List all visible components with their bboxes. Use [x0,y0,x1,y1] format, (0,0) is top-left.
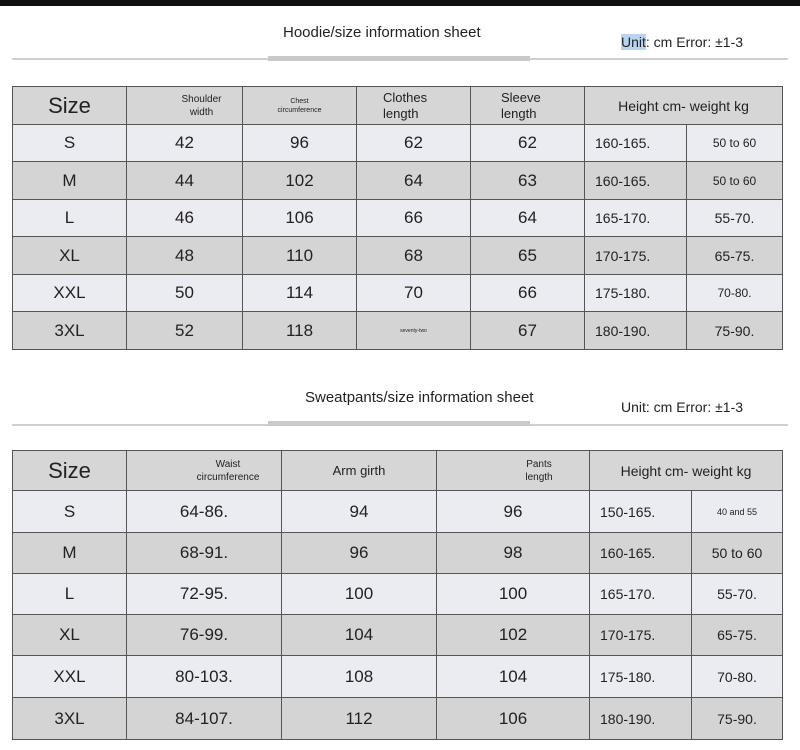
cell-waist: 64-86. [127,491,282,533]
header-height-weight: Height cm- weight kg [590,451,783,491]
cell-waist: 80-103. [127,656,282,698]
hoodie-title-underline [268,56,530,61]
cell-size: XL [13,615,127,656]
sweatpants-title-underline [268,421,530,426]
cell-pants-length: 102 [437,615,590,656]
cell-height: 180-190. [585,312,687,350]
table-row [13,200,783,237]
cell-chest: 114 [243,275,357,312]
cell-sleeve-length: 66 [471,275,585,312]
cell-clothes-length: 64 [357,162,471,200]
header-sleeve-length: Sleeve length [471,87,585,125]
hoodie-unit-note [621,34,743,50]
table-row [13,312,783,350]
cell-weight: 65-75. [687,237,783,275]
cell-height: 175-180. [585,275,687,312]
hoodie-header-row [13,87,783,125]
table-row [13,698,783,740]
cell-size: XL [13,237,127,275]
cell-height: 175-180. [590,656,692,698]
table-row [13,491,783,533]
cell-clothes-length: seventy-two [357,312,471,350]
cell-height: 165-170. [585,200,687,237]
unit-highlight: Unit [621,34,646,50]
table-row [13,125,783,162]
hoodie-sheet-title: Hoodie/size information sheet [283,24,481,41]
cell-weight: 50 to 60 [687,125,783,162]
header-shoulder-width: Shoulder width [127,87,243,125]
cell-size: XXL [13,656,127,698]
cell-waist: 68-91. [127,533,282,574]
table-row [13,615,783,656]
cell-clothes-length: 66 [357,200,471,237]
cell-shoulder: 48 [127,237,243,275]
cell-height: 160-165. [585,162,687,200]
cell-pants-length: 98 [437,533,590,574]
cell-chest: 102 [243,162,357,200]
cell-size: 3XL [13,698,127,740]
cell-sleeve-length: 67 [471,312,585,350]
cell-size: M [13,162,127,200]
cell-shoulder: 44 [127,162,243,200]
hoodie-size-table [12,86,783,350]
cell-waist: 76-99. [127,615,282,656]
table-row [13,237,783,275]
cell-arm-girth: 96 [282,533,437,574]
cell-size: 3XL [13,312,127,350]
cell-weight: 70-80. [692,656,783,698]
cell-size: M [13,533,127,574]
top-border [0,0,800,6]
cell-size: XXL [13,275,127,312]
header-pants-length: Pants length [437,451,590,491]
cell-clothes-length: 62 [357,125,471,162]
cell-weight: 75-90. [687,312,783,350]
sweatpants-size-table [12,450,783,740]
sweatpants-sheet-title: Sweatpants/size information sheet [305,389,534,406]
header-size: Size [13,451,127,491]
header-arm-girth: Arm girth [282,451,437,491]
table-row [13,533,783,574]
cell-height: 150-165. [590,491,692,533]
cell-weight: 55-70. [687,200,783,237]
cell-height: 180-190. [590,698,692,740]
header-chest-circumference: Chest circumference [243,87,357,125]
header-size: Size [13,87,127,125]
cell-clothes-length: 70 [357,275,471,312]
cell-height: 165-170. [590,574,692,615]
cell-sleeve-length: 64 [471,200,585,237]
cell-height: 160-165. [590,533,692,574]
header-waist-circumference: Waist circumference [127,451,282,491]
cell-sleeve-length: 62 [471,125,585,162]
cell-size: L [13,574,127,615]
cell-weight: 40 and 55 [692,491,783,533]
cell-shoulder: 52 [127,312,243,350]
unit-error-text: : cm Error: ±1-3 [645,34,744,50]
table-row [13,275,783,312]
cell-chest: 118 [243,312,357,350]
cell-waist: 84-107. [127,698,282,740]
sweatpants-header-row [13,451,783,491]
cell-sleeve-length: 63 [471,162,585,200]
cell-pants-length: 96 [437,491,590,533]
cell-arm-girth: 104 [282,615,437,656]
cell-sleeve-length: 65 [471,237,585,275]
cell-pants-length: 104 [437,656,590,698]
cell-weight: 55-70. [692,574,783,615]
table-row [13,656,783,698]
cell-weight: 50 to 60 [692,533,783,574]
cell-arm-girth: 100 [282,574,437,615]
cell-height: 160-165. [585,125,687,162]
cell-pants-length: 106 [437,698,590,740]
cell-waist: 72-95. [127,574,282,615]
cell-shoulder: 50 [127,275,243,312]
cell-weight: 70-80. [687,275,783,312]
cell-height: 170-175. [585,237,687,275]
header-clothes-length: Clothes length [357,87,471,125]
cell-size: S [13,125,127,162]
cell-arm-girth: 108 [282,656,437,698]
cell-shoulder: 42 [127,125,243,162]
table-row [13,574,783,615]
cell-pants-length: 100 [437,574,590,615]
cell-size: S [13,491,127,533]
cell-size: L [13,200,127,237]
cell-chest: 106 [243,200,357,237]
header-height-weight: Height cm- weight kg [585,87,783,125]
cell-clothes-length: 68 [357,237,471,275]
cell-chest: 96 [243,125,357,162]
cell-weight: 50 to 60 [687,162,783,200]
cell-arm-girth: 112 [282,698,437,740]
cell-height: 170-175. [590,615,692,656]
cell-shoulder: 46 [127,200,243,237]
cell-arm-girth: 94 [282,491,437,533]
table-row [13,162,783,200]
cell-weight: 65-75. [692,615,783,656]
sweatpants-unit-note: Unit: cm Error: ±1-3 [621,399,744,415]
cell-weight: 75-90. [692,698,783,740]
cell-chest: 110 [243,237,357,275]
